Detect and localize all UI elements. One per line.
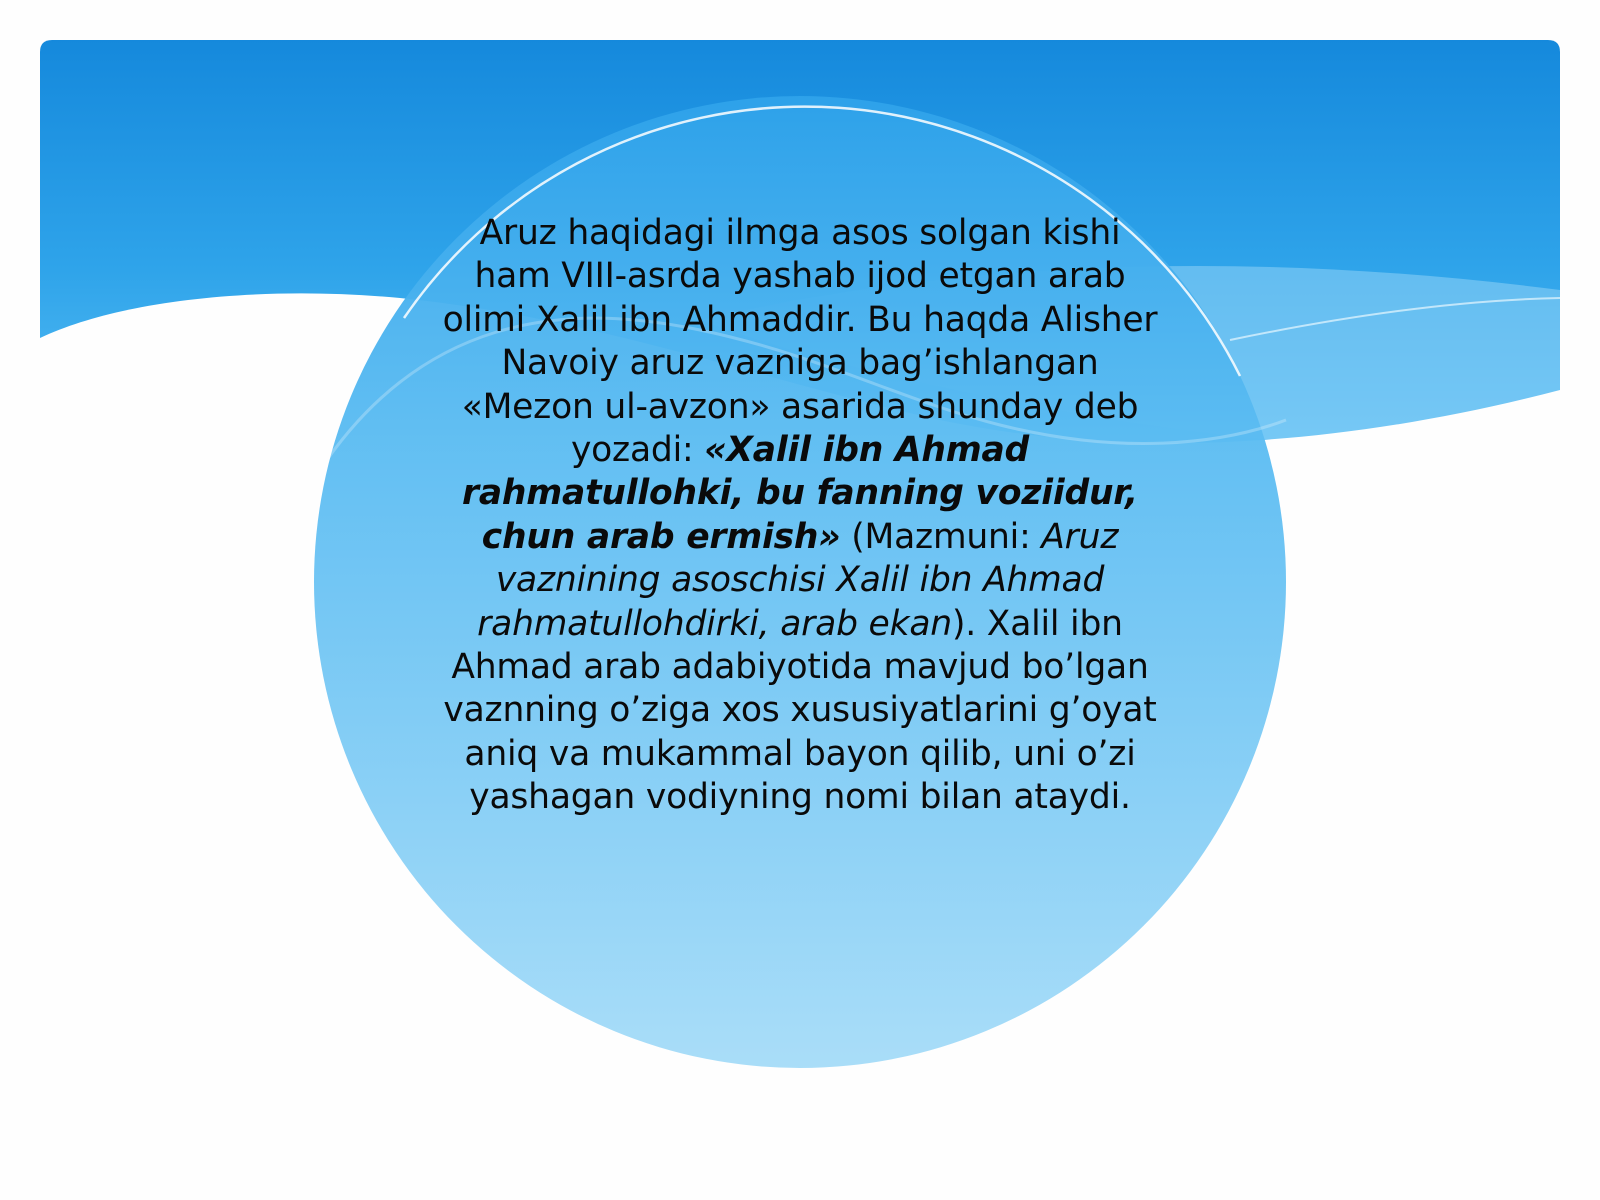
outro-text: ). Xalil ibn Ahmad arab adabiyotida mavjud bo’lgan vaznning o’ziga xos xususiyatlarini g’oyat aniq va mukammal bayon qilib, uni o’zi yashagan vodiyning nomi bilan ataydi. <box>443 603 1157 818</box>
body-text <box>442 212 1158 820</box>
navoiy-quote: «Xalil ibn Ahmad rahmatullohki, bu fanning voziidur, chun arab ermish» <box>462 430 1138 557</box>
intro-text: Aruz haqidagi ilmga asos solgan kishi ham VIII-asrda yashab ijod etgan arab olimi Xalil ibn Ahmaddir. Bu haqda Alisher Navoiy aruz vazniga bag’ishlangan «Mezon ul-avzon» asarida shunday deb yozadi: <box>442 213 1158 471</box>
meaning-text: Aruz vaznining asoschisi Xalil ibn Ahmad rahmatullohdirki, arab ekan <box>477 516 1119 644</box>
meaning-open-text: (Mazmuni: <box>840 516 1042 557</box>
